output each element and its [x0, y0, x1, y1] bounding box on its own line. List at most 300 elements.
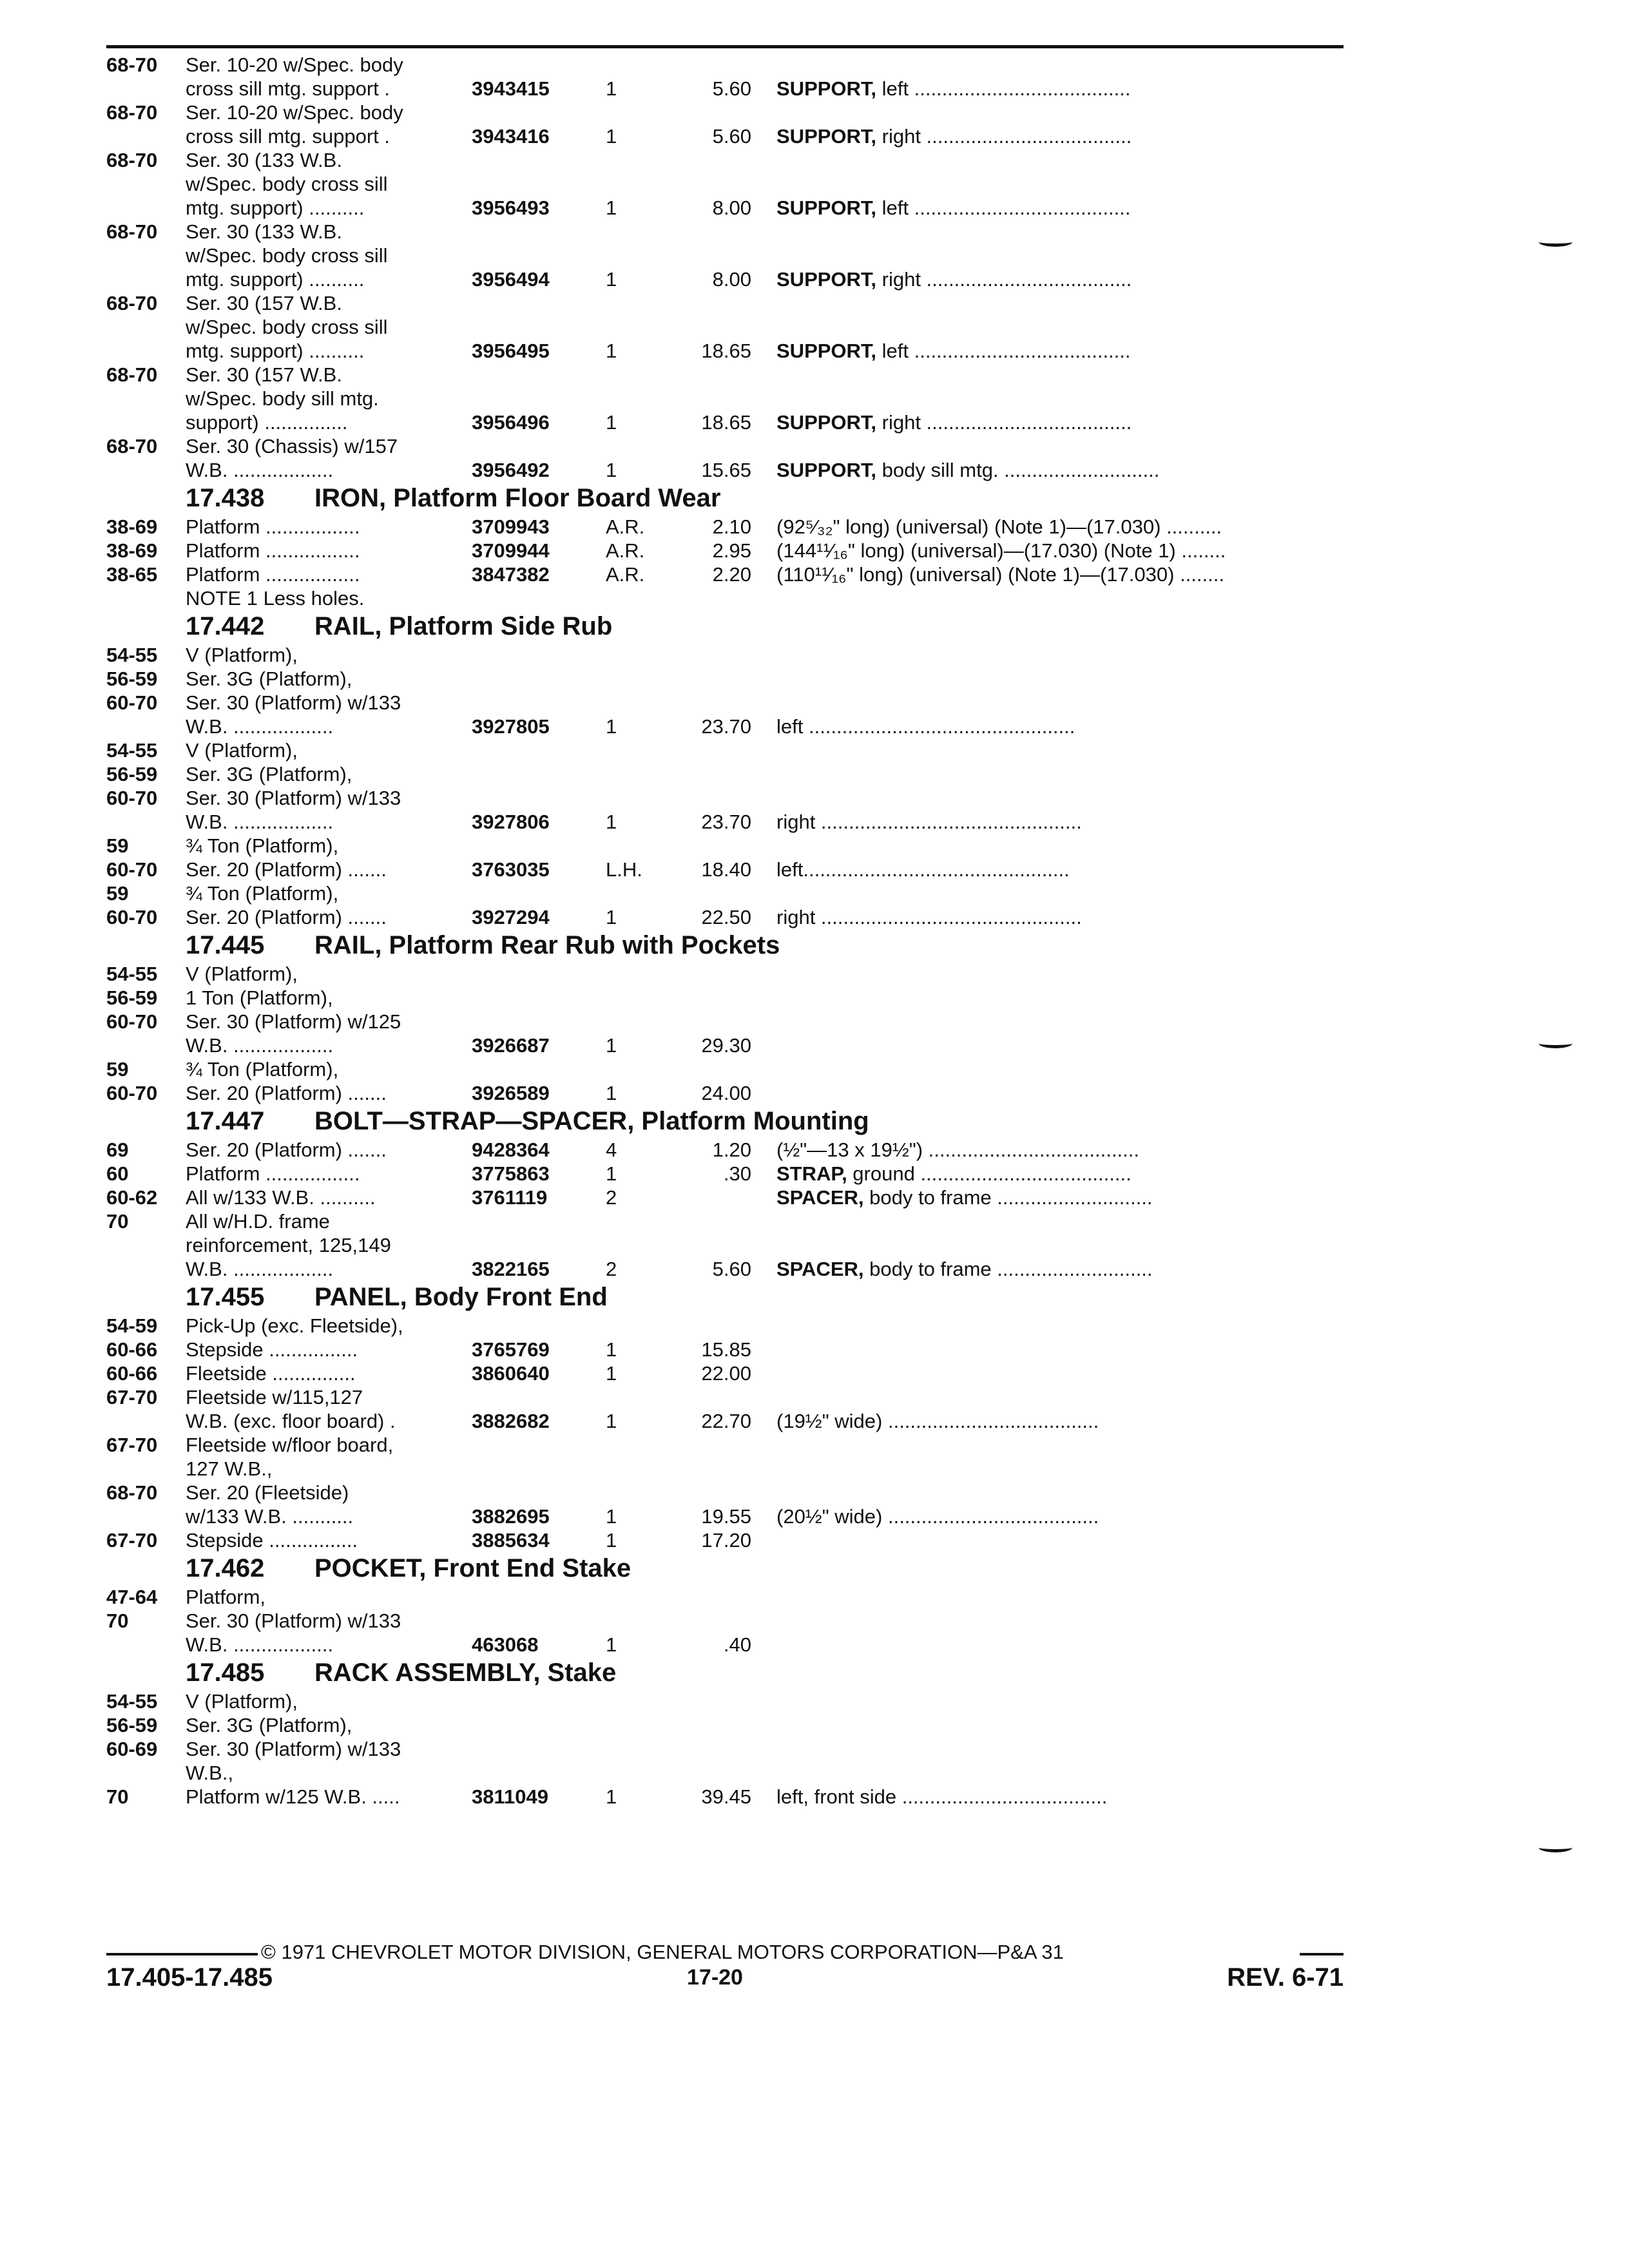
- application: Ser. 30 (133 W.B.: [186, 220, 342, 243]
- application: Platform w/125 W.B. .....: [186, 1785, 400, 1808]
- model-years: 59: [106, 1058, 129, 1081]
- description: [776, 458, 1344, 483]
- description-keyword: SUPPORT,: [776, 125, 877, 148]
- binding-mark: [1539, 237, 1572, 247]
- part-row: [0, 738, 1629, 763]
- section-number: 17.485: [186, 1658, 265, 1687]
- quantity: 4: [606, 1139, 617, 1161]
- model-years: 60-70: [106, 1010, 158, 1033]
- part-row: [0, 1138, 1629, 1162]
- model-years: 68-70: [106, 220, 158, 243]
- revision-label: REV. 6-71: [1227, 1963, 1344, 1992]
- part-row: [0, 1609, 1629, 1633]
- model-years: 38-69: [106, 539, 158, 562]
- price: 8.00: [712, 268, 751, 291]
- part-row: [0, 539, 1629, 563]
- application: Ser. 30 (Platform) w/133: [186, 1738, 401, 1760]
- part-number: 3926687: [472, 1034, 550, 1057]
- quantity: 1: [606, 1529, 617, 1552]
- model-years: 68-70: [106, 435, 158, 457]
- part-number: 3927294: [472, 906, 550, 928]
- part-row: [0, 1504, 1629, 1529]
- description-text: left .......................................: [876, 197, 1131, 219]
- model-years: 60-66: [106, 1362, 158, 1385]
- application: Ser. 30 (Platform) w/125: [186, 1010, 401, 1033]
- part-row: [0, 1257, 1629, 1282]
- application: W.B. ..................: [186, 715, 334, 738]
- application: Platform .................: [186, 515, 360, 538]
- application: support) ...............: [186, 411, 348, 434]
- model-years: 60-62: [106, 1186, 158, 1209]
- part-row: [0, 1057, 1629, 1082]
- price: 2.95: [712, 539, 751, 562]
- application: Ser. 30 (Platform) w/133: [186, 691, 401, 714]
- description-keyword: STRAP,: [776, 1162, 847, 1185]
- model-years: 68-70: [106, 101, 158, 124]
- part-row: [0, 810, 1629, 834]
- application: NOTE 1 Less holes.: [186, 587, 365, 610]
- quantity: 1: [606, 459, 617, 481]
- description-text: right .....................................: [876, 411, 1132, 434]
- price: 23.70: [701, 811, 751, 833]
- application: Fleetside w/115,127: [186, 1386, 363, 1408]
- description-keyword: SUPPORT,: [776, 459, 877, 481]
- description-keyword: SUPPORT,: [776, 340, 877, 362]
- part-number: 3956495: [472, 340, 550, 362]
- binding-mark: [1539, 1843, 1572, 1852]
- description: [776, 1504, 1344, 1529]
- quantity: 2: [606, 1258, 617, 1280]
- section-number: 17.447: [186, 1107, 265, 1135]
- application: Fleetside w/floor board,: [186, 1434, 394, 1456]
- application: Ser. 30 (157 W.B.: [186, 363, 342, 386]
- part-row: [0, 124, 1629, 149]
- part-number: 3822165: [472, 1258, 550, 1280]
- quantity: L.H.: [606, 858, 642, 881]
- part-row: [0, 339, 1629, 363]
- section-header: [186, 611, 612, 641]
- description: [776, 858, 1344, 882]
- description: [776, 77, 1344, 101]
- description-text: left .......................................: [876, 77, 1131, 100]
- description-text: right .....................................: [876, 268, 1132, 291]
- application: All w/133 W.B. ..........: [186, 1186, 376, 1209]
- part-row: [0, 1633, 1629, 1657]
- part-row: [0, 53, 1629, 77]
- part-number: 3885634: [472, 1529, 550, 1552]
- application: mtg. support) ..........: [186, 340, 365, 362]
- model-years: 56-59: [106, 1714, 158, 1736]
- part-row: [0, 315, 1629, 340]
- price: 17.20: [701, 1529, 751, 1552]
- quantity: 1: [606, 1082, 617, 1104]
- application: mtg. support) ..........: [186, 268, 365, 291]
- part-number: 3956492: [472, 459, 550, 481]
- part-row: [0, 586, 1629, 611]
- section-header: [186, 1658, 616, 1687]
- part-number: 3709944: [472, 539, 550, 562]
- model-years: 68-70: [106, 363, 158, 386]
- part-row: [0, 267, 1629, 292]
- description: [776, 196, 1344, 220]
- section-number: 17.455: [186, 1283, 265, 1311]
- application: Ser. 30 (133 W.B.: [186, 149, 342, 171]
- section-range: 17.405-17.485: [106, 1963, 273, 1992]
- part-row: [0, 667, 1629, 691]
- quantity: 1: [606, 197, 617, 219]
- price: 5.60: [712, 125, 751, 148]
- price: .40: [723, 1633, 751, 1656]
- section-title: POCKET, Front End Stake: [314, 1554, 631, 1582]
- description-text: (144¹¹⁄₁₆" long) (universal)—(17.030) (Note 1) ........: [776, 539, 1226, 562]
- section-header: [186, 930, 780, 960]
- application: W.B. ..................: [186, 1034, 334, 1057]
- quantity: 1: [606, 340, 617, 362]
- description-text: left ................................................: [776, 715, 1075, 738]
- quantity: 1: [606, 906, 617, 928]
- part-number: 3927806: [472, 811, 550, 833]
- part-row: [0, 387, 1629, 411]
- description: [776, 1257, 1344, 1282]
- description-text: left, front side .....................................: [776, 1785, 1108, 1808]
- description: [776, 810, 1344, 834]
- quantity: 1: [606, 125, 617, 148]
- section-header: [186, 1553, 631, 1583]
- part-row: [0, 291, 1629, 316]
- part-row: [0, 1314, 1629, 1338]
- part-number: 3763035: [472, 858, 550, 881]
- price: 5.60: [712, 77, 751, 100]
- section-title: RAIL, Platform Rear Rub with Pockets: [314, 931, 780, 959]
- application: Stepside ................: [186, 1529, 358, 1552]
- application: ¾ Ton (Platform),: [186, 882, 339, 905]
- section-number: 17.462: [186, 1554, 265, 1582]
- description-text: right ...............................................: [776, 811, 1082, 833]
- part-row: [0, 1433, 1629, 1457]
- part-number: 3943416: [472, 125, 550, 148]
- description-text: (110¹¹⁄₁₆" long) (universal) (Note 1)—(17.030) ........: [776, 563, 1224, 586]
- price: 1.20: [712, 1139, 751, 1161]
- part-number: 3811049: [472, 1785, 548, 1808]
- description: [776, 905, 1344, 930]
- description-keyword: SUPPORT,: [776, 411, 877, 434]
- quantity: 1: [606, 411, 617, 434]
- application: Ser. 30 (157 W.B.: [186, 292, 342, 314]
- part-number: 3882695: [472, 1505, 550, 1528]
- part-row: [0, 1737, 1629, 1762]
- price: 22.70: [701, 1410, 751, 1432]
- part-row: [0, 1713, 1629, 1738]
- part-row: [0, 1528, 1629, 1553]
- part-row: [0, 196, 1629, 220]
- application: Pick-Up (exc. Fleetside),: [186, 1314, 403, 1337]
- quantity: A.R.: [606, 539, 645, 562]
- part-row: [0, 172, 1629, 197]
- part-number: 9428364: [472, 1139, 550, 1161]
- price: 18.65: [701, 411, 751, 434]
- application: Platform,: [186, 1586, 266, 1608]
- part-row: [0, 1481, 1629, 1505]
- part-row: [0, 962, 1629, 986]
- price: 18.40: [701, 858, 751, 881]
- application: All w/H.D. frame: [186, 1210, 330, 1233]
- quantity: 2: [606, 1186, 617, 1209]
- part-row: [0, 1233, 1629, 1258]
- part-row: [0, 1338, 1629, 1362]
- application: Ser. 20 (Platform) .......: [186, 1139, 387, 1161]
- part-row: [0, 515, 1629, 539]
- part-row: [0, 1033, 1629, 1058]
- application: Ser. 10-20 w/Spec. body: [186, 53, 403, 76]
- part-number: 463068: [472, 1633, 539, 1656]
- model-years: 59: [106, 834, 129, 857]
- description-text: body to frame ............................: [863, 1258, 1153, 1280]
- section-number: 17.445: [186, 931, 265, 959]
- application: V (Platform),: [186, 739, 298, 762]
- model-years: 60-66: [106, 1338, 158, 1361]
- application: cross sill mtg. support .: [186, 77, 390, 100]
- description-keyword: SUPPORT,: [776, 268, 877, 291]
- application: Ser. 30 (Platform) w/133: [186, 787, 401, 809]
- application: 1 Ton (Platform),: [186, 986, 333, 1009]
- description: [776, 1785, 1344, 1809]
- application: w/Spec. body cross sill: [186, 244, 388, 267]
- model-years: 54-55: [106, 739, 158, 762]
- description: [776, 1138, 1344, 1162]
- price: 22.00: [701, 1362, 751, 1385]
- price: 2.10: [712, 515, 751, 538]
- part-number: 3761119: [472, 1186, 548, 1209]
- application: Fleetside ...............: [186, 1362, 356, 1385]
- model-years: 70: [106, 1610, 129, 1632]
- model-years: 68-70: [106, 149, 158, 171]
- part-row: [0, 1585, 1629, 1610]
- part-row: [0, 1361, 1629, 1386]
- part-number: 3927805: [472, 715, 550, 738]
- model-years: 56-59: [106, 986, 158, 1009]
- copyright-text: © 1971 CHEVROLET MOTOR DIVISION, GENERAL MOTORS CORPORATION—P&A 31: [261, 1941, 1064, 1963]
- description-text: (19½" wide) ......................................: [776, 1410, 1099, 1432]
- model-years: 56-59: [106, 763, 158, 785]
- part-row: [0, 77, 1629, 101]
- model-years: 60-70: [106, 906, 158, 928]
- top-rule: [106, 45, 1344, 48]
- part-row: [0, 1162, 1629, 1186]
- part-row: [0, 1209, 1629, 1234]
- price: 8.00: [712, 197, 751, 219]
- application: Ser. 20 (Platform) .......: [186, 858, 387, 881]
- model-years: 67-70: [106, 1386, 158, 1408]
- application: W.B. ..................: [186, 459, 334, 481]
- part-row: [0, 643, 1629, 668]
- application: Stepside ................: [186, 1338, 358, 1361]
- application: Ser. 30 (Platform) w/133: [186, 1610, 401, 1632]
- application: W.B. (exc. floor board) .: [186, 1410, 396, 1432]
- application: Ser. 3G (Platform),: [186, 1714, 352, 1736]
- part-row: [0, 363, 1629, 387]
- section-header: [186, 1282, 608, 1312]
- description-text: left .......................................: [876, 340, 1131, 362]
- part-row: [0, 1186, 1629, 1210]
- application: cross sill mtg. support .: [186, 125, 390, 148]
- model-years: 60-69: [106, 1738, 158, 1760]
- model-years: 60: [106, 1162, 129, 1185]
- quantity: 1: [606, 1785, 617, 1808]
- application: w/Spec. body cross sill: [186, 173, 388, 195]
- application: Platform .................: [186, 563, 360, 586]
- part-number: 3926589: [472, 1082, 550, 1104]
- section-header: [186, 483, 720, 513]
- footer-rule-right: [1300, 1953, 1344, 1956]
- part-row: [0, 715, 1629, 739]
- price: 23.70: [701, 715, 751, 738]
- quantity: 1: [606, 715, 617, 738]
- footer-rule-left: [106, 1953, 258, 1956]
- application: 127 W.B.,: [186, 1457, 273, 1480]
- quantity: 1: [606, 1410, 617, 1432]
- application: W.B.,: [186, 1762, 234, 1784]
- price: 2.20: [712, 563, 751, 586]
- part-number: 3943415: [472, 77, 550, 100]
- application: mtg. support) ..........: [186, 197, 365, 219]
- description: [776, 124, 1344, 149]
- description-keyword: SUPPORT,: [776, 197, 877, 219]
- binding-mark: [1539, 1039, 1572, 1048]
- description-text: right ...............................................: [776, 906, 1082, 928]
- quantity: 1: [606, 811, 617, 833]
- description: [776, 715, 1344, 739]
- model-years: 67-70: [106, 1434, 158, 1456]
- description-text: (92⁵⁄₃₂" long) (universal) (Note 1)—(17.030) ..........: [776, 515, 1222, 538]
- application: Ser. 10-20 w/Spec. body: [186, 101, 403, 124]
- part-row: [0, 834, 1629, 858]
- model-years: 60-70: [106, 787, 158, 809]
- section-title: IRON, Platform Floor Board Wear: [314, 484, 721, 512]
- model-years: 68-70: [106, 1481, 158, 1504]
- price: 29.30: [701, 1034, 751, 1057]
- model-years: 60-70: [106, 691, 158, 714]
- quantity: 1: [606, 1633, 617, 1656]
- model-years: 69: [106, 1139, 129, 1161]
- part-row: [0, 458, 1629, 483]
- part-number: 3775863: [472, 1162, 550, 1185]
- model-years: 60-70: [106, 858, 158, 881]
- application: w/Spec. body cross sill: [186, 316, 388, 338]
- application: Ser. 20 (Fleetside): [186, 1481, 349, 1504]
- description-text: body sill mtg. ............................: [876, 459, 1160, 481]
- part-row: [0, 786, 1629, 811]
- part-number: 3882682: [472, 1410, 550, 1432]
- model-years: 60-70: [106, 1082, 158, 1104]
- part-number: 3956496: [472, 411, 550, 434]
- section-title: RAIL, Platform Side Rub: [314, 612, 613, 640]
- description-text: ground ......................................: [847, 1162, 1132, 1185]
- model-years: 59: [106, 882, 129, 905]
- quantity: A.R.: [606, 563, 645, 586]
- application: ¾ Ton (Platform),: [186, 834, 339, 857]
- part-row: [0, 1409, 1629, 1434]
- application: V (Platform),: [186, 644, 298, 666]
- quantity: 1: [606, 1362, 617, 1385]
- quantity: A.R.: [606, 515, 645, 538]
- quantity: 1: [606, 77, 617, 100]
- description-keyword: SPACER,: [776, 1186, 864, 1209]
- application: Ser. 3G (Platform),: [186, 763, 352, 785]
- description: [776, 562, 1344, 587]
- description: [776, 410, 1344, 435]
- price: 18.65: [701, 340, 751, 362]
- part-row: [0, 1010, 1629, 1034]
- price: 24.00: [701, 1082, 751, 1104]
- price: 19.55: [701, 1505, 751, 1528]
- part-number: 3860640: [472, 1362, 550, 1385]
- part-row: [0, 905, 1629, 930]
- description-text: left................................................: [776, 858, 1070, 881]
- price: 15.65: [701, 459, 751, 481]
- description: [776, 339, 1344, 363]
- model-years: 67-70: [106, 1529, 158, 1552]
- part-row: [0, 986, 1629, 1010]
- part-number: 3847382: [472, 563, 550, 586]
- description-keyword: SPACER,: [776, 1258, 864, 1280]
- model-years: 54-59: [106, 1314, 158, 1337]
- model-years: 47-64: [106, 1586, 158, 1608]
- application: Ser. 20 (Platform) .......: [186, 906, 387, 928]
- model-years: 68-70: [106, 53, 158, 76]
- section-title: PANEL, Body Front End: [314, 1283, 608, 1311]
- section-number: 17.438: [186, 484, 265, 512]
- price: 5.60: [712, 1258, 751, 1280]
- part-row: [0, 1761, 1629, 1785]
- part-row: [0, 762, 1629, 787]
- model-years: 70: [106, 1210, 129, 1233]
- quantity: 1: [606, 1338, 617, 1361]
- application: Ser. 20 (Platform) .......: [186, 1082, 387, 1104]
- application: Ser. 3G (Platform),: [186, 668, 352, 690]
- part-row: [0, 691, 1629, 715]
- part-row: [0, 148, 1629, 173]
- part-row: [0, 858, 1629, 882]
- section-title: BOLT—STRAP—SPACER, Platform Mounting: [314, 1107, 869, 1135]
- description: [776, 1186, 1344, 1210]
- part-row: [0, 1785, 1629, 1809]
- application: reinforcement, 125,149: [186, 1234, 391, 1256]
- part-number: 3709943: [472, 515, 550, 538]
- part-row: [0, 562, 1629, 587]
- application: ¾ Ton (Platform),: [186, 1058, 339, 1081]
- price: .30: [723, 1162, 751, 1185]
- part-row: [0, 1081, 1629, 1106]
- quantity: 1: [606, 268, 617, 291]
- quantity: 1: [606, 1162, 617, 1185]
- part-row: [0, 220, 1629, 244]
- description: [776, 1162, 1344, 1186]
- description-text: body to frame ............................: [863, 1186, 1153, 1209]
- section-title: RACK ASSEMBLY, Stake: [314, 1658, 617, 1687]
- application: Platform .................: [186, 539, 360, 562]
- model-years: 38-69: [106, 515, 158, 538]
- application: W.B. ..................: [186, 1258, 334, 1280]
- description: [776, 267, 1344, 292]
- part-row: [0, 101, 1629, 125]
- part-row: [0, 434, 1629, 459]
- price: 15.85: [701, 1338, 751, 1361]
- application: w/Spec. body sill mtg.: [186, 387, 379, 410]
- section-number: 17.442: [186, 612, 265, 640]
- description: [776, 1409, 1344, 1434]
- quantity: 1: [606, 1505, 617, 1528]
- part-row: [0, 1385, 1629, 1410]
